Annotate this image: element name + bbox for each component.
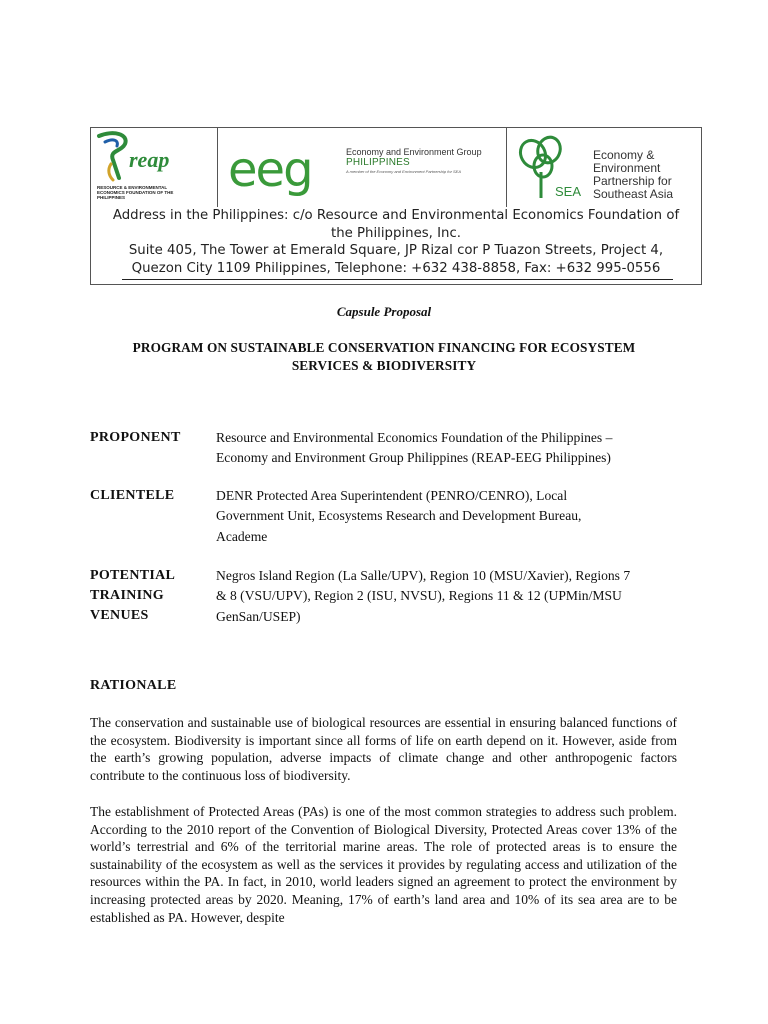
- sea-text-block: [593, 149, 673, 201]
- reap-wordmark: reap: [129, 147, 170, 172]
- venues-value: [216, 566, 676, 627]
- sea-line-3: Partnership for: [593, 174, 672, 188]
- eeg-line-3: A member of the Economy and Environment Partnership for SEA: [346, 169, 462, 174]
- title-line: SERVICES & BIODIVERSITY: [291, 358, 477, 373]
- proponent-label: PROPONENT: [90, 430, 181, 445]
- rationale-paragraph-1: The conservation and sustainable use of biological resources are essential in ensuring balanced functions of the ecosystem. Biodiversity is important since all forms of life on earth depend on it. However, aside from the earth’s growing population, adverse impacts of climate change and other anthropogenic factors contribute to the continuous loss of biodiversity.: [90, 715, 677, 783]
- address-line: Suite 405, The Tower at Emerald Square, JP Rizal cor P Tuazon Streets, Project 4,: [128, 243, 664, 258]
- eeg-wordmark: eeg: [228, 142, 312, 198]
- eeg-logo: [218, 128, 507, 207]
- value-line: Government Unit, Ecosystems Research and Development Bureau,: [216, 508, 582, 524]
- logo-row: [91, 128, 701, 207]
- clientele-value: [216, 486, 676, 547]
- address-line: the Philippines, Inc.: [330, 225, 462, 241]
- sea-leaf-icon: [507, 128, 591, 207]
- eeg-text-block: [346, 147, 482, 174]
- label-line: VENUES: [90, 608, 149, 623]
- document-title: [96, 339, 672, 375]
- label-line: POTENTIAL: [90, 568, 176, 583]
- value-line: DENR Protected Area Superintendent (PENRO/CENRO), Local: [216, 488, 568, 503]
- letterhead-address: [91, 207, 701, 277]
- sea-logo: [507, 128, 701, 207]
- venues-label: [90, 566, 175, 626]
- address-line: Address in the Philippines: c/o Resource and Environmental Economics Foundation of: [112, 208, 680, 223]
- value-line: Resource and Environmental Economics Foundation of the Philippines –: [216, 430, 613, 445]
- capsule-label: Capsule Proposal: [336, 304, 432, 319]
- address-line: Quezon City 1109 Philippines, Telephone: +632 438-8858, Fax: +632 995-0556: [131, 260, 661, 276]
- sea-line-1: Economy &: [593, 148, 655, 162]
- value-line: GenSan/USEP): [216, 608, 301, 624]
- value-line: Academe: [216, 528, 268, 544]
- reap-logo: [91, 128, 218, 207]
- proponent-value: [216, 428, 676, 469]
- sea-line-4: Southeast Asia: [593, 187, 674, 201]
- letterhead: [90, 127, 702, 285]
- rationale-paragraph-2: The establishment of Protected Areas (PAs) is one of the most common strategies to address such problem. According to the 2010 report of the Convention of Biological Diversity, Protected Areas cover 13% of the world’s terrestrial and 6% of the territorial marine areas. The role of protected areas is to ensure the sustainability of the ecosystem as well as the services it provides by regulating access and utilization of the resources within the PA. In fact, in 2010, world leaders signed an agreement to protect the environment by increasing protected areas by 2020. Meaning, 17% of earth’s land area and 10% of its sea area are to be established as PA. However, despite: [90, 804, 677, 925]
- sea-wordmark: SEA: [555, 184, 582, 199]
- address-divider: [122, 279, 673, 280]
- sea-line-2: Environment: [593, 161, 661, 175]
- label-line: TRAINING: [90, 588, 164, 603]
- value-line: Negros Island Region (La Salle/UPV), Region 10 (MSU/Xavier), Regions 7: [216, 568, 631, 583]
- reap-fine-text: RESOURCE & ENVIRONMENTAL ECONOMICS FOUNDATION OF THE PHILIPPINES: [97, 185, 174, 200]
- eeg-line-2: PHILIPPINES: [346, 157, 410, 168]
- rationale-heading: RATIONALE: [90, 678, 177, 693]
- value-line: & 8 (VSU/UPV), Region 2 (ISU, NVSU), Regions 11 & 12 (UPMin/MSU: [216, 588, 622, 604]
- clientele-label: CLIENTELE: [90, 488, 175, 503]
- eeg-line-1: Economy and Environment Group: [346, 147, 482, 157]
- title-line: PROGRAM ON SUSTAINABLE CONSERVATION FINANCING FOR ECOSYSTEM: [132, 340, 636, 355]
- value-line: Economy and Environment Group Philippines (REAP-EEG Philippines): [216, 450, 611, 466]
